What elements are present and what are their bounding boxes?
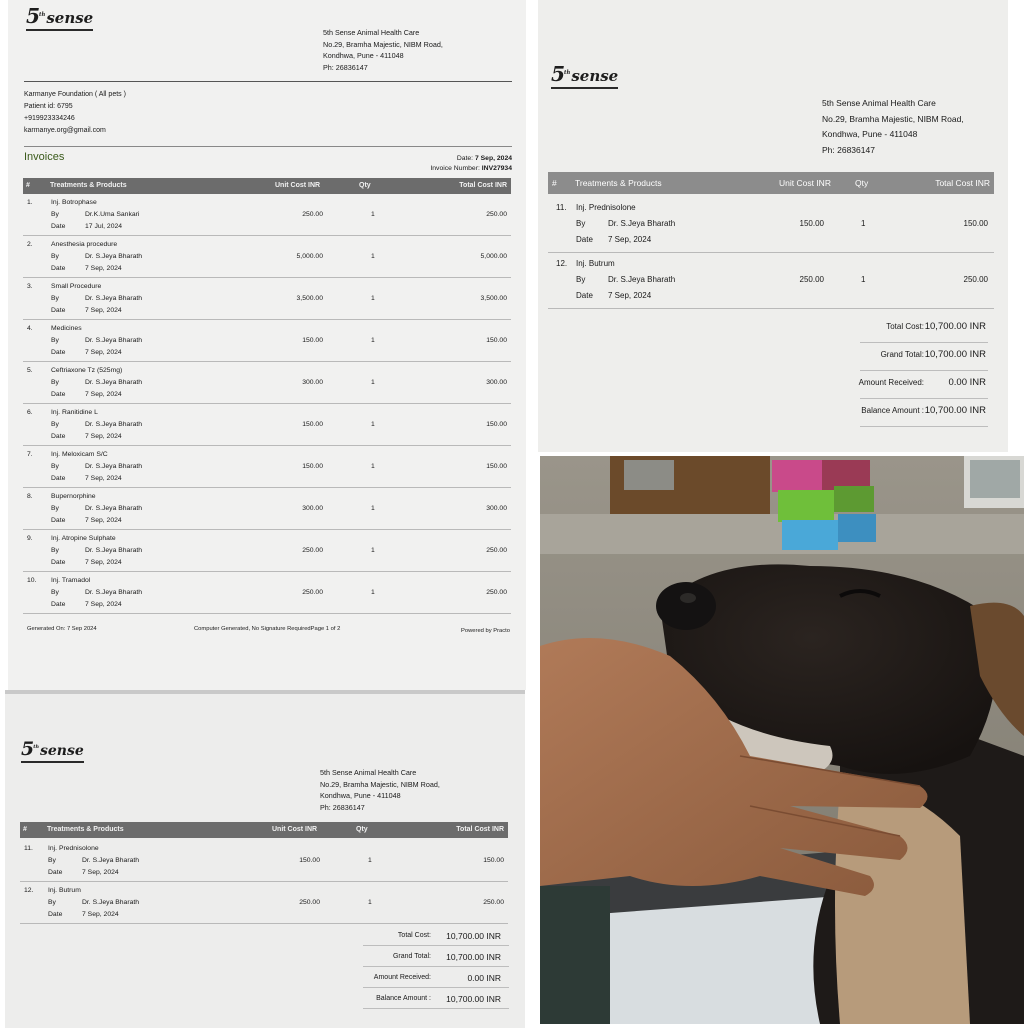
doctor-name: Dr. S.Jeya Bharath [85, 547, 143, 554]
clinic-phone: Ph: 26836147 [320, 802, 365, 812]
table-row [23, 530, 511, 572]
item-date: 7 Sep, 2024 [85, 517, 122, 524]
total-cost: 250.00 [483, 899, 504, 906]
item-date: 7 Sep, 2024 [85, 433, 122, 440]
clinic-name: 5th Sense Animal Health Care [320, 768, 417, 777]
total-label: Amount Received: [373, 974, 431, 981]
quantity: 1 [371, 337, 375, 344]
by-label: By [51, 589, 59, 596]
item-name: Small Procedure [51, 283, 102, 290]
table-row [23, 278, 511, 320]
by-label: By [51, 421, 59, 428]
table-row [23, 194, 511, 236]
item-name: Inj. Meloxicam S/C [51, 451, 108, 458]
divider [363, 987, 509, 988]
total-value: 10,700.00 INR [446, 952, 501, 962]
quantity: 1 [371, 295, 375, 302]
footer-generated: Generated On: 7 Sep 2024 [27, 626, 97, 632]
total-cost: 3,500.00 [480, 295, 507, 302]
date-label: Date [51, 307, 66, 314]
unit-cost: 250.00 [302, 589, 323, 596]
item-date: 7 Sep, 2024 [85, 559, 122, 566]
item-name: Inj. Atropine Sulphate [51, 535, 116, 542]
total-label: Total Cost: [397, 932, 431, 939]
quantity: 1 [371, 379, 375, 386]
table-row [23, 362, 511, 404]
by-label: By [51, 505, 59, 512]
total-label: Balance Amount : [861, 406, 924, 415]
clinic-address-line2: Kondhwa, Pune - 411048 [323, 51, 404, 60]
item-number: 8. [27, 493, 33, 500]
col-qty: Qty [855, 178, 869, 188]
item-name: Inj. Tramadol [51, 577, 91, 584]
clinic-address [320, 767, 440, 813]
date-label: Date [51, 223, 66, 230]
by-label: By [51, 253, 59, 260]
table-header [20, 822, 508, 838]
clinic-logo: 5thsense [21, 738, 84, 763]
by-label: By [51, 337, 59, 344]
date-label: Date [51, 559, 66, 566]
item-name: Inj. Botrophase [51, 199, 97, 206]
item-number: 6. [27, 409, 33, 416]
doctor-name: Dr. S.Jeya Bharath [608, 219, 676, 228]
col-qty: Qty [356, 826, 368, 833]
unit-cost: 250.00 [302, 547, 323, 554]
date-label: Date [51, 475, 66, 482]
item-date: 7 Sep, 2024 [85, 601, 122, 608]
clinic-address-line2: Kondhwa, Pune - 411048 [320, 791, 401, 800]
unit-cost: 300.00 [302, 379, 323, 386]
item-name: Inj. Butrum [48, 887, 81, 894]
item-number: 7. [27, 451, 33, 458]
date-label: Date [51, 349, 66, 356]
quantity: 1 [368, 857, 372, 864]
table-header [23, 178, 511, 194]
invoice-meta [430, 154, 512, 174]
date-label: Date [51, 265, 66, 272]
total-cost: 300.00 [486, 379, 507, 386]
item-number: 4. [27, 325, 33, 332]
item-date: 7 Sep, 2024 [85, 265, 122, 272]
doctor-name: Dr. S.Jeya Bharath [85, 589, 143, 596]
unit-cost: 250.00 [302, 211, 323, 218]
table-row [23, 488, 511, 530]
doctor-name: Dr. S.Jeya Bharath [85, 421, 143, 428]
doctor-name: Dr. S.Jeya Bharath [85, 253, 143, 260]
clinic-phone: Ph: 26836147 [822, 144, 875, 155]
total-cost: 150.00 [486, 337, 507, 344]
unit-cost: 150.00 [302, 463, 323, 470]
total-value: 10,700.00 INR [446, 994, 501, 1004]
item-number: 1. [27, 199, 33, 206]
clinic-address-line1: No.29, Bramha Majestic, NIBM Road, [822, 113, 964, 124]
total-value: 10,700.00 INR [924, 405, 986, 416]
doctor-name: Dr.K.Uma Sankari [85, 211, 140, 218]
by-label: By [48, 899, 56, 906]
item-number: 2. [27, 241, 33, 248]
divider [860, 342, 988, 343]
item-number: 11. [556, 203, 567, 212]
total-cost: 5,000.00 [480, 253, 507, 260]
footer-powered: Powered by Practo [461, 628, 510, 634]
by-label: By [576, 219, 586, 228]
unit-cost: 150.00 [299, 857, 320, 864]
item-number: 12. [24, 887, 34, 894]
doctor-name: Dr. S.Jeya Bharath [82, 899, 140, 906]
item-date: 7 Sep, 2024 [608, 291, 652, 300]
by-label: By [48, 857, 56, 864]
clinic-address [323, 27, 443, 73]
client-info [24, 89, 126, 137]
item-date: 7 Sep, 2024 [85, 391, 122, 398]
total-value: 0.00 INR [948, 377, 986, 388]
by-label: By [576, 275, 586, 284]
table-row [548, 253, 994, 309]
item-name: Anesthesia procedure [51, 241, 118, 248]
divider [363, 945, 509, 946]
invoice-number: INV27934 [481, 165, 512, 172]
col-total: Total Cost INR [935, 178, 990, 188]
col-item: Treatments & Products [50, 182, 127, 189]
doctor-name: Dr. S.Jeya Bharath [85, 505, 143, 512]
total-cost: 300.00 [486, 505, 507, 512]
table-row [23, 446, 511, 488]
item-number: 11. [24, 845, 33, 852]
col-unit-cost: Unit Cost INR [779, 178, 831, 188]
item-number: 3. [27, 283, 33, 290]
item-number: 9. [27, 535, 33, 542]
divider [860, 370, 988, 371]
col-unit-cost: Unit Cost INR [272, 826, 318, 833]
total-cost: 150.00 [483, 857, 504, 864]
invoice-page-2-zoomed [538, 0, 1008, 452]
table-row [20, 840, 508, 882]
doctor-name: Dr. S.Jeya Bharath [85, 337, 143, 344]
clinic-address [822, 96, 964, 158]
by-label: By [51, 379, 59, 386]
patient-id: Patient id: 6795 [24, 103, 73, 110]
total-cost: 250.00 [963, 275, 988, 284]
divider [860, 398, 988, 399]
table-row [20, 882, 508, 924]
footer-center: Computer Generated, No Signature RequiredPage 1 of 2 [194, 626, 341, 632]
item-date: 7 Sep, 2024 [85, 349, 122, 356]
total-label: Balance Amount : [376, 995, 431, 1002]
quantity: 1 [371, 463, 375, 470]
item-name: Inj. Butrum [576, 259, 615, 268]
unit-cost: 250.00 [799, 275, 824, 284]
col-num: # [26, 182, 30, 189]
client-phone: +919923334246 [24, 115, 75, 122]
client-name: Karmanye Foundation ( All pets ) [24, 91, 126, 98]
item-date: 17 Jul, 2024 [85, 223, 123, 230]
quantity: 1 [371, 589, 375, 596]
by-label: By [51, 295, 59, 302]
item-name: Inj. Ranitidine L [51, 409, 98, 416]
table-row [23, 236, 511, 278]
item-number: 12. [556, 259, 568, 268]
total-label: Grand Total: [392, 953, 431, 960]
col-num: # [552, 178, 557, 188]
clinic-name: 5th Sense Animal Health Care [323, 28, 420, 37]
invoice-number-label: Invoice Number: [430, 165, 480, 172]
col-item: Treatments & Products [47, 826, 124, 833]
date-label: Date [48, 911, 63, 918]
total-cost: 250.00 [486, 547, 507, 554]
clinic-address-line2: Kondhwa, Pune - 411048 [822, 129, 918, 139]
item-date: 7 Sep, 2024 [85, 307, 122, 314]
client-email: karmanye.org@gmail.com [24, 127, 106, 134]
total-value: 10,700.00 INR [446, 931, 501, 941]
date-label: Date [51, 391, 66, 398]
unit-cost: 150.00 [799, 219, 824, 228]
clinic-address-line1: No.29, Bramha Majestic, NIBM Road, [320, 779, 440, 789]
unit-cost: 150.00 [302, 337, 323, 344]
total-cost: 250.00 [486, 211, 507, 218]
quantity: 1 [371, 253, 375, 260]
col-item: Treatments & Products [575, 178, 662, 188]
by-label: By [51, 211, 59, 218]
unit-cost: 5,000.00 [296, 253, 323, 260]
col-unit-cost: Unit Cost INR [275, 182, 321, 189]
quantity: 1 [371, 547, 375, 554]
item-name: Inj. Prednisolone [48, 845, 99, 852]
quantity: 1 [368, 899, 372, 906]
date-label: Date [576, 291, 593, 300]
total-label: Total Cost: [886, 322, 924, 331]
invoice-page-1 [8, 0, 526, 690]
date-label: Date [51, 517, 66, 524]
total-value: 10,700.00 INR [924, 321, 986, 332]
item-date: 7 Sep, 2024 [82, 869, 119, 876]
item-date: 7 Sep, 2024 [82, 911, 119, 918]
doctor-name: Dr. S.Jeya Bharath [85, 463, 143, 470]
table-row [548, 197, 994, 253]
item-name: Medicines [51, 325, 82, 332]
quantity: 1 [861, 275, 866, 284]
quantity: 1 [861, 219, 866, 228]
col-qty: Qty [359, 182, 371, 189]
by-label: By [51, 547, 59, 554]
unit-cost: 250.00 [299, 899, 320, 906]
unit-cost: 150.00 [302, 421, 323, 428]
quantity: 1 [371, 421, 375, 428]
clinic-logo: 5thsense [26, 4, 93, 31]
item-number: 10. [27, 577, 37, 584]
table-header [548, 172, 994, 194]
item-date: 7 Sep, 2024 [85, 475, 122, 482]
total-cost: 150.00 [486, 463, 507, 470]
total-cost: 250.00 [486, 589, 507, 596]
col-total: Total Cost INR [459, 182, 507, 189]
date-label: Date [51, 433, 66, 440]
divider [363, 1008, 509, 1009]
item-name: Inj. Prednisolone [576, 203, 636, 212]
quantity: 1 [371, 211, 375, 218]
total-cost: 150.00 [486, 421, 507, 428]
table-row [23, 320, 511, 362]
item-number: 5. [27, 367, 33, 374]
date-label: Date [51, 601, 66, 608]
clinic-logo: 5thsense [551, 62, 618, 89]
date-label: Date [576, 235, 593, 244]
by-label: By [51, 463, 59, 470]
doctor-name: Dr. S.Jeya Bharath [85, 295, 143, 302]
doctor-name: Dr. S.Jeya Bharath [85, 379, 143, 386]
total-cost: 150.00 [963, 219, 988, 228]
item-date: 7 Sep, 2024 [608, 235, 652, 244]
unit-cost: 3,500.00 [296, 295, 323, 302]
total-value: 10,700.00 INR [924, 349, 986, 360]
quantity: 1 [371, 505, 375, 512]
clinic-phone: Ph: 26836147 [323, 62, 368, 72]
invoice-page-2 [5, 690, 525, 1028]
total-value: 0.00 INR [467, 973, 501, 983]
invoice-title: Invoices [24, 151, 65, 163]
col-num: # [23, 826, 27, 833]
doctor-name: Dr. S.Jeya Bharath [608, 275, 676, 284]
divider [860, 426, 988, 427]
clinic-name: 5th Sense Animal Health Care [822, 98, 936, 108]
dog-photo [540, 456, 1024, 1024]
table-row [23, 404, 511, 446]
invoice-date: 7 Sep, 2024 [474, 155, 512, 162]
divider [24, 81, 512, 82]
total-label: Grand Total: [880, 350, 924, 359]
unit-cost: 300.00 [302, 505, 323, 512]
table-row [23, 572, 511, 614]
col-total: Total Cost INR [456, 826, 504, 833]
divider [363, 966, 509, 967]
item-name: Ceftriaxone Tz (525mg) [51, 367, 123, 374]
date-label: Date [48, 869, 63, 876]
date-label: Date: [456, 155, 474, 162]
clinic-address-line1: No.29, Bramha Majestic, NIBM Road, [323, 39, 443, 49]
total-label: Amount Received: [858, 378, 924, 387]
divider [24, 146, 512, 147]
item-name: Bupernorphine [51, 493, 96, 500]
doctor-name: Dr. S.Jeya Bharath [82, 857, 140, 864]
